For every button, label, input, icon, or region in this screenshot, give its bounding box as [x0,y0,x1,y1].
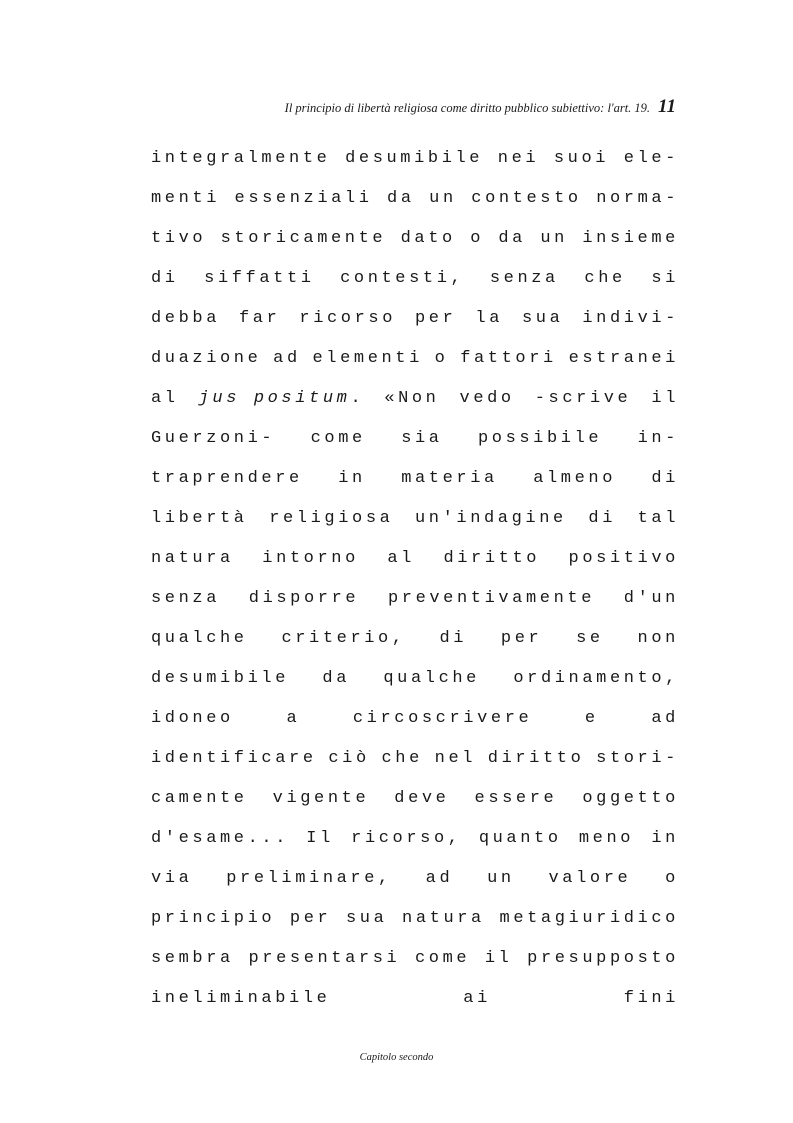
word: criterio, [281,629,406,648]
word: d'un [623,589,679,608]
word: qualche [151,629,248,648]
word: fattori [460,349,557,368]
word: desumibile [345,149,484,168]
text-line [151,263,679,303]
word: siffatti [204,269,315,288]
word: si [651,269,679,288]
word: un'indagine [415,509,567,528]
text-line [151,823,679,863]
word: essenziali [234,189,373,208]
word: oggetto [582,789,679,808]
text-line [151,223,679,263]
text-line [151,423,679,463]
text-line [151,463,679,503]
word: contesto [471,189,582,208]
word: Guerzoni- [151,429,276,448]
word: positivo [568,549,679,568]
body-text [151,143,679,1023]
word: qualche [383,669,480,688]
word: di [439,629,468,648]
word: natura [151,549,234,568]
word: vedo [459,389,515,408]
word: elementi [312,349,423,368]
word: intorno [262,549,359,568]
word: religiosa [269,509,394,528]
page-number: 11 [658,96,676,117]
text-line [151,983,679,1023]
word: un [487,869,515,888]
text-line [151,863,679,903]
word: ai [463,989,491,1008]
text-line [151,503,679,543]
word: ad [273,349,301,368]
word: presupposto [527,949,679,968]
text-line [151,783,679,823]
word: un [540,229,568,248]
word: Il [306,829,334,848]
word: ordinamento, [513,669,679,688]
word: il [484,949,513,968]
word: al [151,389,179,408]
running-footer: Capitolo secondo [359,1052,434,1063]
word: contesti, [340,269,465,288]
word: disporre [248,589,360,608]
word: che [584,269,626,288]
text-line [151,903,679,943]
word: nel [434,749,477,768]
word: essere [474,789,558,808]
word: storicamente [220,229,387,248]
word: sembra [151,949,234,968]
word: o [470,229,484,248]
word: ineliminabile [151,989,331,1008]
word: se [576,629,604,648]
word: di [588,509,617,528]
text-line [151,623,679,663]
word: sia [401,429,443,448]
word: nei [497,149,540,168]
word: libertà [151,509,248,528]
word: tal [637,509,679,528]
text-line [151,543,679,583]
word: via [151,869,193,888]
word: almeno [533,469,616,488]
word: che [381,749,423,768]
word: da [498,229,526,248]
word: jus positum. [198,389,365,408]
word: desumibile [151,669,290,688]
word: idoneo [151,709,234,728]
word: a [286,709,301,728]
word: di [651,469,679,488]
word: estranei [568,349,679,368]
word: in [651,829,679,848]
word: norma- [596,189,679,208]
word: indivi- [582,309,679,328]
word: in [338,469,366,488]
word: preliminare, [226,869,392,888]
word: circoscrivere [352,709,533,728]
word: come [414,949,471,968]
word: -scrive [534,389,632,408]
word: e [584,709,599,728]
word: metagiuridico [499,909,679,928]
word: valore [548,869,632,888]
word: come [310,429,366,448]
word: suoi [553,149,610,168]
word: ricorso, [351,829,462,848]
word: il [651,389,679,408]
word: la [475,309,503,328]
word: possibile [477,429,603,448]
text-line [151,143,679,183]
text-line [151,303,679,343]
word: non [637,629,679,648]
word: preventivamente [387,589,595,608]
word: duazione [151,349,262,368]
word: senza [151,589,221,608]
word: da [322,669,350,688]
text-line [151,383,679,423]
word: ricorso [299,309,397,328]
word: ciò [328,749,370,768]
word: principio [151,909,276,928]
word: identificare [151,749,317,768]
word: sua [345,909,388,928]
word: diritto [487,749,585,768]
word: ad [651,709,679,728]
word: al [387,549,415,568]
word: camente [151,789,248,808]
text-line [151,343,679,383]
text-line [151,703,679,743]
word: per [289,909,332,928]
word: di [151,269,179,288]
running-header [285,96,676,118]
header-title: Il principio di libertà religiosa come diritto pubblico subiettivo: l'art. 19. [284,101,651,115]
word: tivo [151,229,207,248]
word: traprendere [151,469,303,488]
word: far [239,309,281,328]
text-line [151,583,679,623]
text-line [151,743,679,783]
text-line [151,663,679,703]
word: «Non [384,389,440,408]
word: sua [521,309,564,328]
word: fini [623,989,679,1008]
word: natura [402,909,485,928]
word: stori- [596,749,679,768]
word: d'esame... [151,829,290,848]
word: dato [400,229,456,248]
word: diritto [443,549,541,568]
word: in- [637,429,679,448]
word: vigente [272,789,370,808]
word: integralmente [151,149,331,168]
word: ad [425,869,454,888]
word: menti [151,189,221,208]
word: o [434,349,449,368]
text-line [151,183,679,223]
word: o [665,869,679,888]
text-line [151,943,679,983]
word: debba [151,309,221,328]
word: deve [394,789,450,808]
word: presentarsi [248,949,401,968]
word: da [387,189,415,208]
word: senza [489,269,559,288]
word: meno [578,829,635,848]
word: un [429,189,457,208]
word: quanto [478,829,562,848]
word: materia [401,469,498,488]
word: per [415,309,457,328]
word: per [500,629,543,648]
word: insieme [582,229,679,248]
word: ele- [623,149,679,168]
